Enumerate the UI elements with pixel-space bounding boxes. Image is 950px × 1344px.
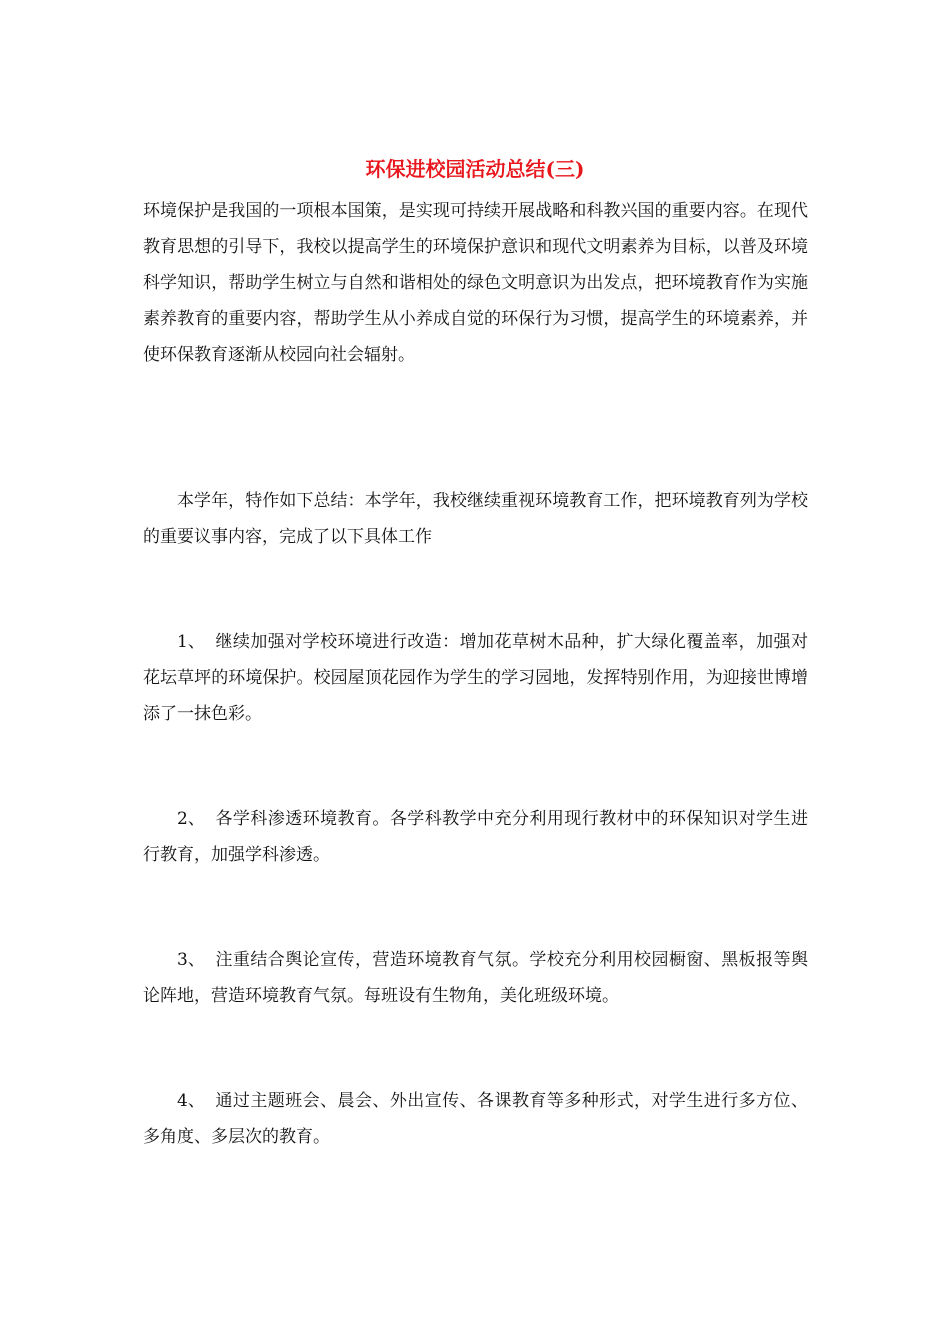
intro-paragraph: 环境保护是我国的一项根本国策，是实现可持续开展战略和科教兴国的重要内容。在现代教育思想的引导下，我校以提高学生的环境保护意识和现代文明素养为目标，以普及环境科学知识，帮助学生树立与自然和谐相处的绿色文明意识为出发点，把环境教育作为实施素养教育的重要内容，帮助学生从小养成自觉的环保行为习惯，提高学生的环境素养，并使环保教育逐渐从校园向社会辐射。	[143, 201, 808, 365]
list-item-number: 3、	[177, 950, 205, 970]
list-item-text: 继续加强对学校环境进行改造：增加花草树木品种，扩大绿化覆盖率，加强对花坛草坪的环境保护。校园屋顶花园作为学生的学习园地，发挥特别作用，为迎接世博增添了一抹色彩。	[143, 632, 808, 724]
document-title: 环保进校园活动总结(三)	[365, 157, 585, 181]
list-item	[143, 942, 808, 1014]
list-item	[143, 624, 808, 732]
list-item	[143, 801, 808, 873]
summary-paragraph: 本学年，特作如下总结：本学年，我校继续重视环境教育工作，把环境教育列为学校的重要议事内容，完成了以下具体工作	[143, 491, 808, 547]
list-item	[143, 1083, 808, 1155]
list-item-number: 2、	[177, 809, 205, 829]
list-item-text: 各学科渗透环境教育。各学科教学中充分利用现行教材中的环保知识对学生进行教育，加强学科渗透。	[143, 809, 808, 865]
list-item-number: 1、	[177, 632, 205, 652]
list-item-text: 注重结合舆论宣传，营造环境教育气氛。学校充分利用校园橱窗、黑板报等舆论阵地，营造环境教育气氛。每班设有生物角，美化班级环境。	[143, 950, 808, 1006]
list-item-number: 4、	[177, 1091, 205, 1111]
list-item-text: 通过主题班会、晨会、外出宣传、各课教育等多种形式，对学生进行多方位、多角度、多层次的教育。	[143, 1091, 808, 1147]
